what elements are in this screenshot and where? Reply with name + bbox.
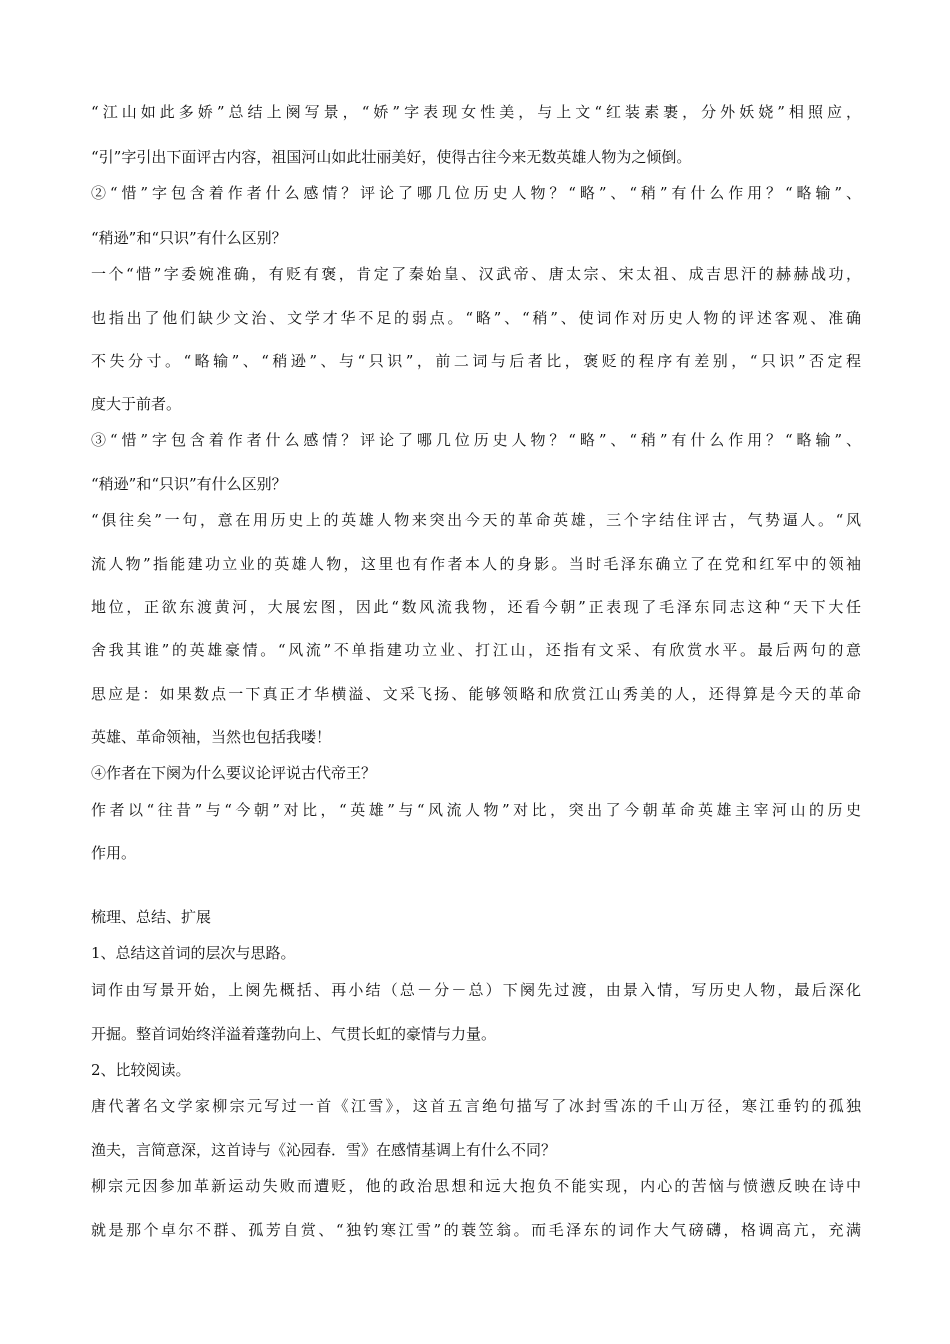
text-line: 舍我其谁”的英雄豪情。“风流”不单指建功立业、打江山，还指有文采、有欣赏水平。最后两句的意 [91, 641, 861, 659]
text-line: 度大于前者。 [91, 395, 182, 413]
text-line: 不失分寸。“略输”、“稍逊”、与“只识”，前二词与后者比，褒贬的程序有差别，“只识”否定程 [91, 352, 861, 370]
text-line: ④作者在下阕为什么要议论评说古代帝王？ [91, 764, 377, 782]
text-line: 2、比较阅读。 [91, 1061, 191, 1079]
text-line: 英雄、革命领袖，当然也包括我喽！ [91, 728, 332, 746]
text-line: 作用。 [91, 844, 137, 862]
text-line: 流人物”指能建功立业的英雄人物，这里也有作者本人的身影。当时毛泽东确立了在党和红军中的领袖 [91, 555, 861, 573]
text-line: “稍逊”和“只识”有什么区别？ [91, 475, 287, 493]
text-line: “江山如此多娇”总结上阕写景，“娇”字表现女性美，与上文“红装素裹，分外妖娆”相照应， [91, 103, 861, 121]
text-line: 渔夫，言简意深，这首诗与《沁园春．雪》在感情基调上有什么不同？ [91, 1141, 557, 1159]
text-line: 思应是：如果数点一下真正才华横溢、文采飞扬、能够领略和欣赏江山秀美的人，还得算是今天的革命 [91, 685, 861, 703]
text-line: ②“惜”字包含着作者什么感情？评论了哪几位历史人物？“略”、“稍”有什么作用？“略输”、 [91, 184, 861, 202]
text-line: 词作由写景开始，上阕先概括、再小结（总－分－总）下阕先过渡，由景入情，写历史人物，最后深化 [91, 981, 861, 999]
text-line: 地位，正欲东渡黄河，大展宏图，因此“数风流我物，还看今朝”正表现了毛泽东同志这种“天下大任 [91, 598, 861, 616]
text-line: “引”字引出下面评古内容，祖国河山如此壮丽美好，使得古往今来无数英雄人物为之倾倒。 [91, 148, 692, 166]
text-line: 也指出了他们缺少文治、文学才华不足的弱点。“略”、“稍”、使词作对历史人物的评述客观、准确 [91, 309, 861, 327]
text-line: ③“惜”字包含着作者什么感情？评论了哪几位历史人物？“略”、“稍”有什么作用？“略输”、 [91, 431, 861, 449]
text-line: 唐代著名文学家柳宗元写过一首《江雪》，这首五言绝句描写了冰封雪冻的千山万径，寒江垂钓的孤独 [91, 1097, 861, 1115]
text-line: “稍逊”和“只识”有什么区别？ [91, 229, 287, 247]
section-heading: 梳理、总结、扩展 [91, 908, 212, 926]
text-line: 柳宗元因参加革新运动失败而遭贬，他的政治思想和远大抱负不能实现，内心的苦恼与愤懑反映在诗中 [91, 1177, 861, 1195]
text-line: 作者以“往昔”与“今朝”对比，“英雄”与“风流人物”对比，突出了今朝革命英雄主宰河山的历史 [91, 801, 861, 819]
text-line: “俱往矣”一句，意在用历史上的英雄人物来突出今天的革命英雄，三个字结住评古，气势逼人。“风 [91, 511, 861, 529]
text-line: 就是那个卓尔不群、孤芳自赏、“独钓寒江雪”的蓑笠翁。而毛泽东的词作大气磅礴，格调高亢，充满 [91, 1221, 861, 1239]
text-line: 1、总结这首词的层次与思路。 [91, 944, 296, 962]
text-line: 一个“惜”字委婉准确，有贬有褒，肯定了秦始皇、汉武帝、唐太宗、宋太祖、成吉思汗的赫赫战功， [91, 265, 861, 283]
text-line: 开掘。整首词始终洋溢着蓬勃向上、气贯长虹的豪情与力量。 [91, 1025, 497, 1043]
